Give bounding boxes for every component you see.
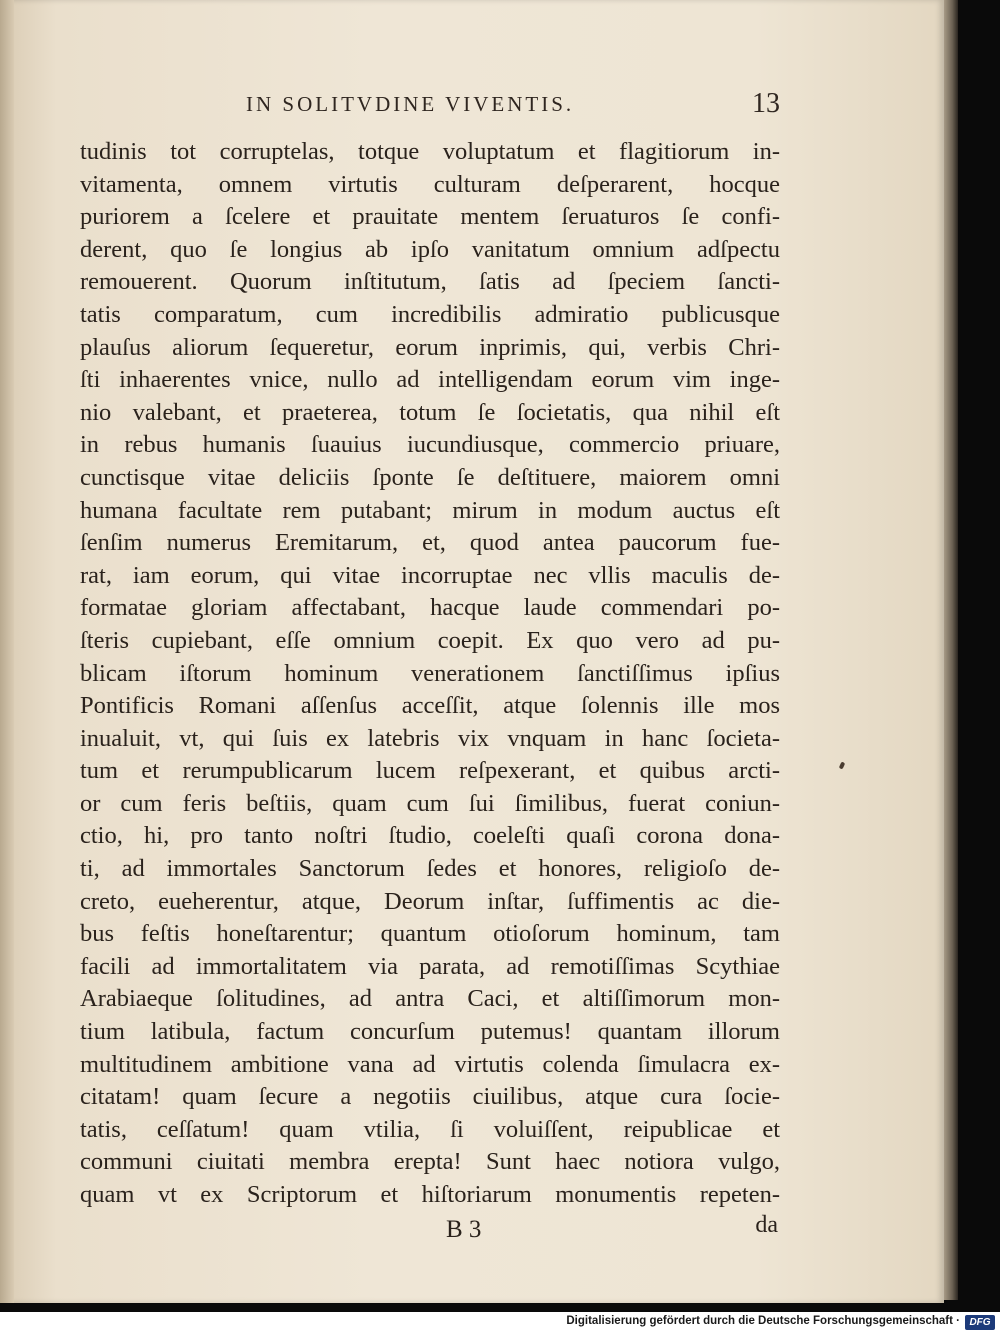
text-line: tum et rerumpublicarum lucem reſpexerant, et quibus arcti-: [80, 757, 780, 785]
credit-text: Digitalisierung gefördert durch die Deutsche Forschungsgemeinschaft ·: [566, 1315, 960, 1327]
page-binding-shadow: [0, 0, 14, 1303]
text-line: nio valebant, et praeterea, totum ſe ſocietatis, qua nihil eſt: [80, 398, 780, 426]
text-line: blicam iſtorum hominum venerationem ſanctiſſimus ipſius: [80, 659, 780, 687]
dfg-logo-icon[interactable]: DFG: [965, 1315, 995, 1330]
text-line: ſteris cupiebant, eſſe omnium coepit. Ex quo vero ad pu-: [80, 626, 780, 654]
page-edge-shadow: [944, 0, 958, 1300]
text-line: quam vt ex Scriptorum et hiſtoriarum monumentis repeten-: [80, 1181, 780, 1208]
body-text: [80, 136, 780, 1212]
text-line: inualuit, vt, qui ſuis ex latebris vix vnquam in hanc ſocieta-: [80, 724, 780, 752]
page-number: 13: [752, 88, 780, 119]
text-line: derent, quo ſe longius ab ipſo vanitatum omnium adſpectu: [80, 235, 780, 263]
text-line: ſti inhaerentes vnice, nullo ad intelligendam eorum vim inge-: [80, 366, 780, 394]
text-line: rat, iam eorum, qui vitae incorruptae nec vllis maculis de-: [80, 561, 780, 589]
text-line: ſenſim numerus Eremitarum, et, quod antea paucorum fue-: [80, 529, 780, 557]
catchword: da: [755, 1212, 778, 1238]
text-line: tatis, ceſſatum! quam vtilia, ſi voluiſſent, reipublicae et: [80, 1115, 780, 1143]
text-line: vitamenta, omnem virtutis culturam deſperarent, hocque: [80, 170, 780, 198]
text-line: Arabiaeque ſolitudines, ad antra Caci, et altiſſimorum mon-: [80, 985, 780, 1013]
text-line: citatam! quam ſecure a negotiis ciuilibus, atque cura ſocie-: [80, 1083, 780, 1111]
signature-mark: B 3: [446, 1216, 482, 1243]
credit-bar: [0, 1312, 1000, 1334]
running-head: [0, 90, 944, 130]
text-line: tium latibula, factum concurſum putemus! quantam illorum: [80, 1018, 780, 1046]
text-line: humana facultate rem putabant; mirum in modum auctus eſt: [80, 496, 780, 524]
text-line: remouerent. Quorum inſtitutum, ſatis ad ſpeciem ſancti-: [80, 268, 780, 296]
text-line: tatis comparatum, cum incredibilis admiratio publicusque: [80, 300, 780, 328]
text-line: puriorem a ſcelere et prauitate mentem ſeruaturos ſe confi-: [80, 203, 780, 231]
page-footer: [80, 1212, 780, 1250]
text-line: plauſus aliorum ſequeretur, eorum inprimis, qui, verbis Chri-: [80, 333, 780, 361]
text-line: communi ciuitati membra erepta! Sunt haec notiora vulgo,: [80, 1148, 780, 1176]
text-line: tudinis tot corruptelas, totque voluptatum et flagitiorum in-: [80, 138, 780, 165]
running-title: IN SOLITVDINE VIVENTIS.: [246, 92, 575, 116]
text-line: ctio, hi, pro tanto noſtri ſtudio, coeleſti quaſi corona dona-: [80, 822, 780, 850]
text-line: ti, ad immortales Sanctorum ſedes et honores, religioſo de-: [80, 855, 780, 883]
text-line: creto, eueherentur, atque, Deorum inſtar, ſuffimentis ac die-: [80, 887, 780, 915]
text-line: cunctisque vitae deliciis ſponte ſe deſtituere, maiorem omni: [80, 463, 780, 491]
text-line: facili ad immortalitatem via parata, ad remotiſſimas Scythiae: [80, 952, 780, 980]
text-line: Pontificis Romani aſſenſus acceſſit, atque ſolennis ille mos: [80, 692, 780, 720]
text-line: or cum feris beſtiis, quam cum ſui ſimilibus, fuerat coniun-: [80, 789, 780, 817]
text-line: formatae gloriam affectabant, hacque laude commendari po-: [80, 594, 780, 622]
text-line: bus feſtis honeſtarentur; quantum otioſorum hominum, tam: [80, 920, 780, 948]
text-line: multitudinem ambitione vana ad virtutis colenda ſimulacra ex-: [80, 1050, 780, 1078]
ink-speck: [839, 761, 846, 769]
text-line: in rebus humanis ſuauius iucundiusque, commercio priuare,: [80, 431, 780, 459]
